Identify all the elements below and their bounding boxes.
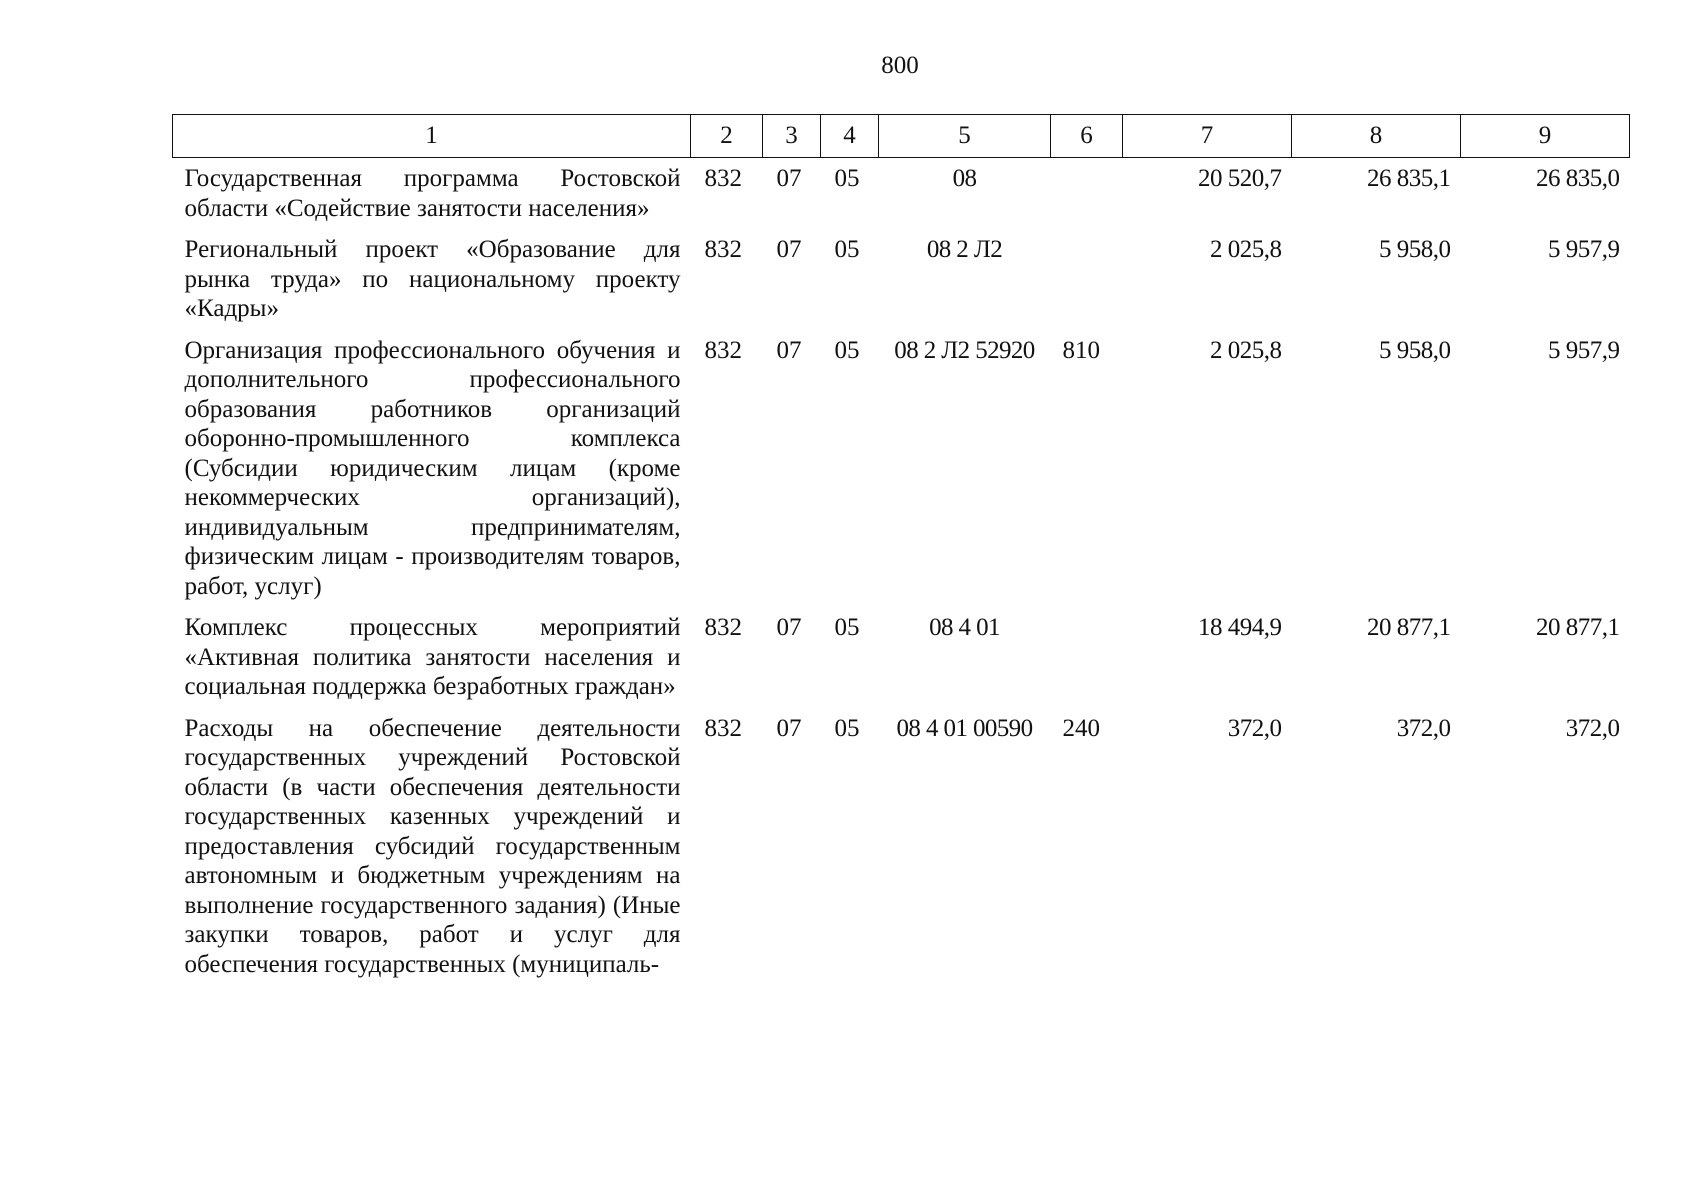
row-name: Государственная программа Ростовской области «Содействие занятости населения» [184,165,681,222]
column-header-1: 1 [173,115,691,158]
row-amount-col9: 5 957,9 [1548,236,1620,263]
row-amount-col8: 20 877,1 [1367,614,1451,641]
row-target-article: 08 2 Л2 52920 [894,336,1035,364]
row-amount-col7: 372,0 [1227,714,1282,742]
page-number: 800 [881,52,919,79]
row-ministry-code: 832 [704,714,742,742]
row-target-article: 08 4 01 00590 [896,714,1033,742]
row-ministry-code: 832 [704,614,742,641]
row-expense-type: 240 [1062,714,1100,742]
row-amount-col8: 5 958,0 [1379,236,1451,263]
row-target-article: 08 4 01 [929,614,1000,641]
row-amount-col8: 26 835,1 [1367,165,1451,192]
column-header-6: 6 [1051,115,1123,158]
row-expense-type: 810 [1062,336,1100,364]
column-header-4: 4 [821,115,879,158]
row-amount-col9: 20 877,1 [1536,614,1620,641]
row-subsection-code: 05 [834,714,860,742]
row-expense-type [1051,229,1123,330]
row-name: Комплекс процессных мероприятий «Активная политика занятости населения и социальная поддержка безработных граждан» [184,614,681,700]
row-section-code: 07 [776,614,802,641]
row-name: Региональный проект «Образование для рынка труда» по национальному проекту «Кадры» [184,236,681,322]
row-amount-col8: 372,0 [1396,714,1451,742]
row-ministry-code: 832 [704,336,742,364]
table-row [173,708,1630,986]
budget-table [172,114,1630,985]
row-amount-col9: 372,0 [1565,714,1620,742]
row-target-article: 08 2 Л2 [926,236,1003,263]
row-section-code: 07 [776,165,802,192]
row-expense-type [1051,607,1123,708]
row-amount-col7: 20 520,7 [1198,165,1282,192]
row-name: Расходы на обеспечение деятельности государственных учреждений Ростовской области (в части обеспечения деятельности государственных казенных учреждений и предоставления субсидий государственным автономным и бюджетным учреждениям на выполнение государственного задания) (Иные закупки товаров, работ и услуг для обеспечения государственных (муниципаль- [184,714,681,978]
row-subsection-code: 05 [834,236,860,263]
column-header-9: 9 [1461,115,1630,158]
row-amount-col7: 2 025,8 [1210,336,1282,364]
table-row [173,330,1630,608]
table-row [173,158,1630,230]
row-amount-col8: 5 958,0 [1379,336,1451,364]
column-header-5: 5 [879,115,1051,158]
row-subsection-code: 05 [834,165,860,192]
row-amount-col9: 5 957,9 [1548,336,1620,364]
table-header-row [173,115,1630,158]
table-row [173,229,1630,330]
row-subsection-code: 05 [834,336,860,364]
column-header-3: 3 [763,115,821,158]
row-section-code: 07 [776,336,802,364]
column-header-7: 7 [1123,115,1292,158]
row-subsection-code: 05 [834,614,860,641]
row-amount-col7: 2 025,8 [1210,236,1282,263]
row-expense-type [1051,158,1123,230]
row-name: Организация профессионального обучения и дополнительного профессионального образования работников организаций оборонно-промышленного комплекса (Субсидии юридическим лицам (кроме некоммерческих организаций), индивидуальным предпринимателям, физическим лицам - производителям товаров, работ, услуг) [184,336,681,600]
row-ministry-code: 832 [704,236,742,263]
row-amount-col9: 26 835,0 [1536,165,1620,192]
row-section-code: 07 [776,714,802,742]
table-row [173,607,1630,708]
column-header-2: 2 [691,115,763,158]
row-target-article: 08 [952,165,977,192]
column-header-8: 8 [1292,115,1461,158]
row-section-code: 07 [776,236,802,263]
row-amount-col7: 18 494,9 [1198,614,1282,641]
row-ministry-code: 832 [704,165,742,192]
